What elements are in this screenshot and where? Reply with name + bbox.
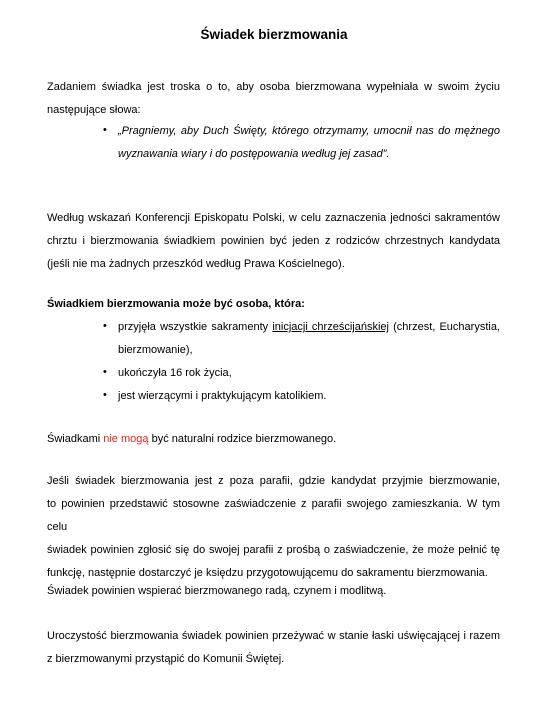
paragraph-line: świadek powinien zgłosić się do swojej parafii z prośbą o zaświadczenie, że może pełnić tę xyxy=(47,544,500,556)
paragraph-line: Uroczystość bierzmowania świadek powinien przeżywać w stanie łaski uświęcającej i razem xyxy=(47,630,500,642)
bullet-icon: • xyxy=(103,124,107,136)
document-title: Świadek bierzmowania xyxy=(200,27,348,42)
paragraph-line: (jeśli nie ma żadnych przeszkód według Prawa Kościelnego). xyxy=(47,258,345,270)
paragraph-line: Zadaniem świadka jest troska o to, aby osoba bierzmowana wypełniała w swoim życiu xyxy=(47,81,500,93)
initiation-link[interactable]: inicjacji chrześcijańskiej xyxy=(272,321,389,333)
paragraph-ceremony xyxy=(47,625,500,671)
list-item-line: bierzmowanie), xyxy=(118,344,193,356)
list-item-text: przyjęła wszystkie sakramenty xyxy=(118,321,273,333)
paragraph-parents xyxy=(47,428,500,451)
bullet-icon: • xyxy=(103,389,107,401)
quote-line: wyznawania wiary i do postępowania według jej zasad”. xyxy=(118,148,390,160)
list-item-line xyxy=(118,316,500,339)
list-item-sacraments xyxy=(118,316,500,362)
bullet-icon: • xyxy=(103,320,107,332)
paragraph-support: Świadek powinien wspierać bierzmowanego radą, czynem i modlitwą. xyxy=(47,585,387,597)
paragraph-other-parish xyxy=(47,470,500,585)
list-item-age: ukończyła 16 rok życia, xyxy=(118,367,232,379)
paragraph-line: chrztu i bierzmowania świadkiem powinien być jeden z rodziców chrzestnych kandydata xyxy=(47,235,500,247)
paragraph-line: Według wskazań Konferencji Episkopatu Polski, w celu zaznaczenia jedności sakramentów xyxy=(47,212,500,224)
paragraph-guidelines xyxy=(47,207,500,276)
paragraph-line: to powinien przedstawić stosowne zaświadczenie z parafii swojego zamieszkania. W tym celu xyxy=(47,498,500,533)
emphasis-text: nie mogą xyxy=(103,433,149,445)
paragraph-line: z bierzmowanymi przystąpić do Komunii Świętej. xyxy=(47,653,285,665)
paragraph-text: być naturalni rodzice bierzmowanego. xyxy=(148,433,337,445)
quote-line: „Pragniemy, aby Duch Święty, którego otrzymamy, umocnił nas do mężnego xyxy=(118,125,500,137)
paragraph-line: następujące słowa: xyxy=(47,104,141,116)
section-heading: Świadkiem bierzmowania może być osoba, która: xyxy=(47,298,305,310)
paragraph-line: Jeśli świadek bierzmowania jest z poza parafii, gdzie kandydat przyjmie bierzmowanie, xyxy=(47,475,500,487)
list-item-faith: jest wierzącymi i praktykującym katolikiem. xyxy=(118,390,327,402)
bullet-icon: • xyxy=(103,366,107,378)
list-item-text: (chrzest, Eucharystia, xyxy=(388,321,500,333)
quote-text xyxy=(118,120,500,166)
paragraph-intro xyxy=(47,76,500,122)
paragraph-line: funkcję, następnie dostarczyć je księdzu przygotowującemu do sakramentu bierzmowania. xyxy=(47,567,488,579)
paragraph-text: Świadkami xyxy=(47,433,104,445)
